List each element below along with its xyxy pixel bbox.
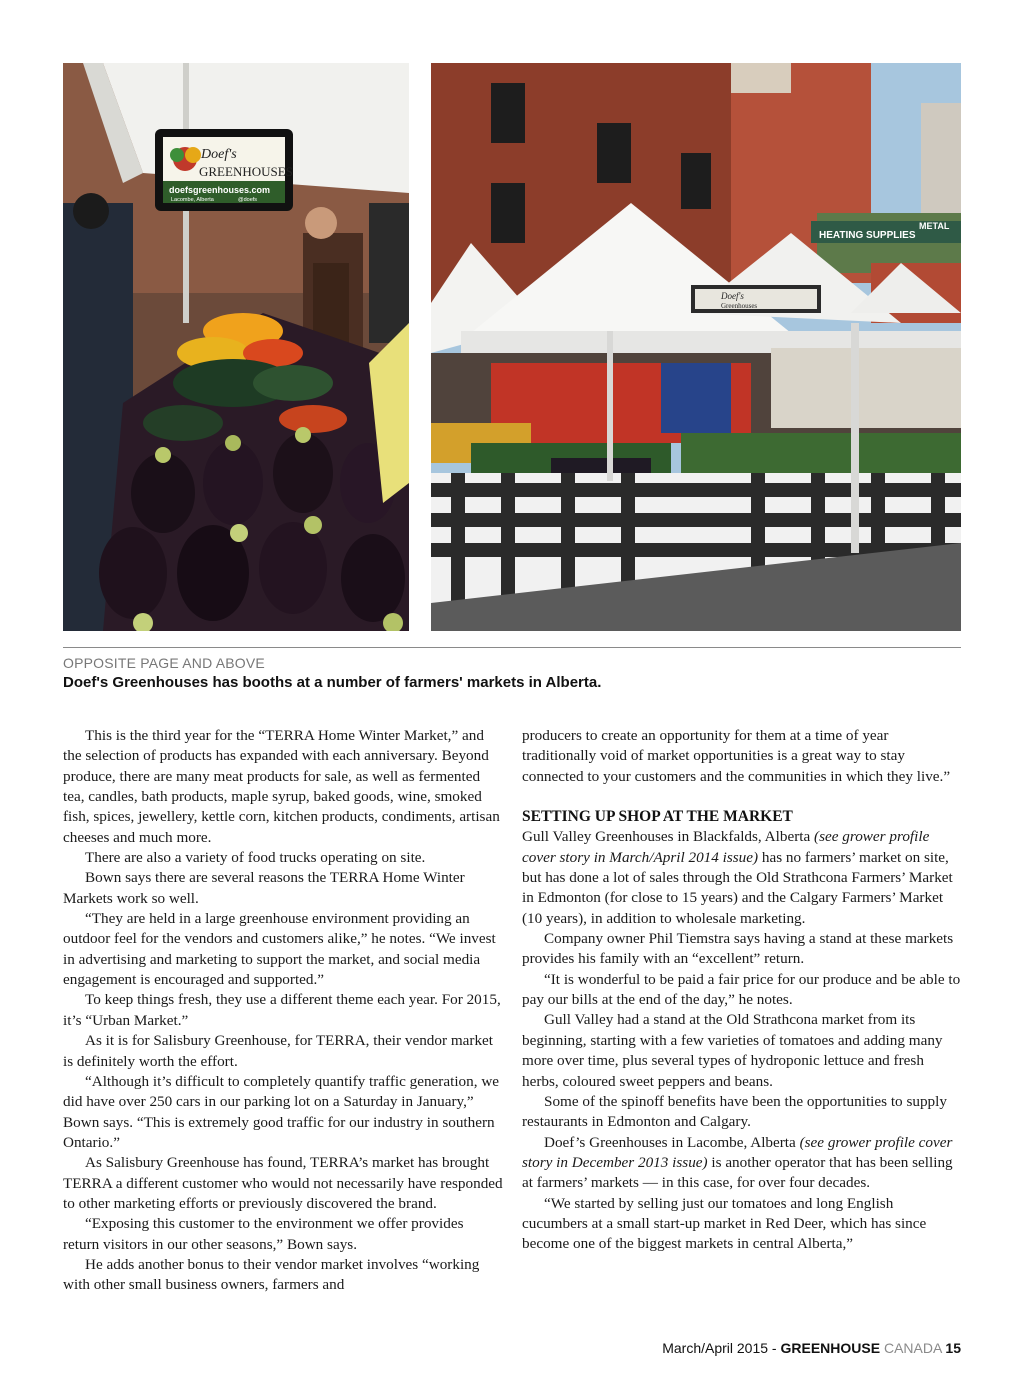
- paragraph: producers to create an opportunity for them at a time of year traditionally void of market opportunities is a great way to stay connected to your customers and the communities in which they live.”: [522, 727, 951, 785]
- footer-brand: GREENHOUSE: [780, 1340, 881, 1356]
- sign-greenhouses: GREENHOUSES: [199, 164, 293, 179]
- paragraph: Bown says there are several reasons the TERRA Home Winter Markets work so well.: [63, 869, 465, 907]
- paragraph: As Salisbury Greenhouse has found, TERRA’s market has brought TERRA a different customer who would not necessarily have responded to other marketing efforts or previously discovered the brand.: [63, 1154, 503, 1212]
- building-sign-metal: METAL: [919, 221, 950, 231]
- page-footer: [662, 1340, 961, 1356]
- tent-sign-greenhouses: Greenhouses: [721, 302, 758, 310]
- paragraph: Some of the spinoff benefits have been the opportunities to supply restaurants in Edmonton and Calgary.: [522, 1092, 947, 1131]
- section-heading: SETTING UP SHOP AT THE MARKET: [522, 808, 793, 826]
- paragraph: Gull Valley had a stand at the Old Strathcona market from its beginning, starting with a few varieties of tomatoes and adding many more over time, plus several types of hydroponic lettuce and fresh herbs, coloured sweet peppers and beans.: [522, 1011, 943, 1090]
- caption-text: Doef's Greenhouses has booths at a number of farmers' markets in Alberta.: [63, 674, 602, 691]
- photo-market-tents: [431, 63, 961, 631]
- article-column-left: [63, 726, 503, 1296]
- tent-sign-doefs: Doef's: [721, 291, 744, 301]
- sign-doefs: Doef's: [201, 147, 237, 162]
- paragraph: “It is wonderful to be paid a fair price for our produce and be able to pay our bills at the end of the day,” he notes.: [522, 970, 961, 1009]
- paragraph: As it is for Salisbury Greenhouse, for TERRA, their vendor market is definitely worth the effort.: [63, 1032, 494, 1070]
- paragraph: To keep things fresh, they use a different theme each year. For 2015, it’s “Urban Market.”: [63, 991, 501, 1029]
- page-number: 15: [945, 1340, 961, 1356]
- paragraph: “They are held in a large greenhouse environment providing an outdoor feel for the vendors and customers alike,” he notes. “We invest in advertising and marketing to support the market, and social media engagement is encouraged and supported.”: [63, 910, 496, 989]
- paragraph: This is the third year for the “TERRA Home Winter Market,” and the selection of products has expanded with each anniversary. Beyond produce, there are many meat products for sale, as well as fermented tea, candles, bath products, maple syrup, baked goods, wine, smoked fish, spices, jewellery, kettle corn, kitchen products, condiments, artisan cheeses and much more.: [63, 727, 500, 846]
- paragraph: Company owner Phil Tiemstra says having a stand at these markets provides his family with an “excellent” return.: [522, 930, 954, 968]
- issue-reference: (see grower profile cover story in March/April 2014 issue): [522, 828, 930, 866]
- footer-brand-canada: CANADA: [880, 1340, 942, 1356]
- paragraph: Gull Valley Greenhouses in Blackfalds, Alberta (see grower profile cover story in March/April 2014 issue) has no farmers’ market on site, but has done a lot of sales through the Old Strathcona Farmers’ Market in Edmonton (for close to 15 years) and the Calgary Farmers’ Market (10 years), in addition to wholesale marketing.: [522, 828, 953, 927]
- paragraph: He adds another bonus to their vendor market involves “working with other small business owners, farmers and: [63, 1255, 480, 1294]
- article-column-right: [522, 726, 962, 1255]
- issue-reference: (see grower profile cover story in December 2013 issue): [522, 1133, 953, 1171]
- building-sign-heating: HEATING SUPPLIES: [819, 230, 916, 241]
- sign-url: doefsgreenhouses.com: [169, 185, 271, 195]
- paragraph: “Exposing this customer to the environment we offer provides return visitors in our other seasons,” Bown says.: [63, 1215, 464, 1253]
- caption-kicker: OPPOSITE PAGE AND ABOVE: [63, 655, 265, 671]
- paragraph: “Although it’s difficult to completely quantify traffic generation, we did have over 250 cars in our parking lot on a Saturday in January,” Bown says. “This is extremely good traffic for our industry in southern Ontario.”: [63, 1072, 500, 1151]
- paragraph: Doef’s Greenhouses in Lacombe, Alberta (see grower profile cover story in December 2013 issue) is another operator that has been selling at farmers’ markets — in this case, for over four decades.: [522, 1133, 953, 1192]
- sign-location: Lacombe, Alberta: [171, 197, 214, 203]
- caption-rule: [63, 647, 961, 648]
- sign-handle: @doefs: [238, 197, 258, 203]
- footer-issue: March/April 2015 -: [662, 1340, 781, 1356]
- paragraph: “We started by selling just our tomatoes and long English cucumbers at a small start-up market in Red Deer, which has since become one of the biggest markets in central Alberta,”: [522, 1194, 927, 1253]
- photo-vegetable-stall: [63, 63, 409, 631]
- paragraph: There are also a variety of food trucks operating on site.: [85, 849, 426, 867]
